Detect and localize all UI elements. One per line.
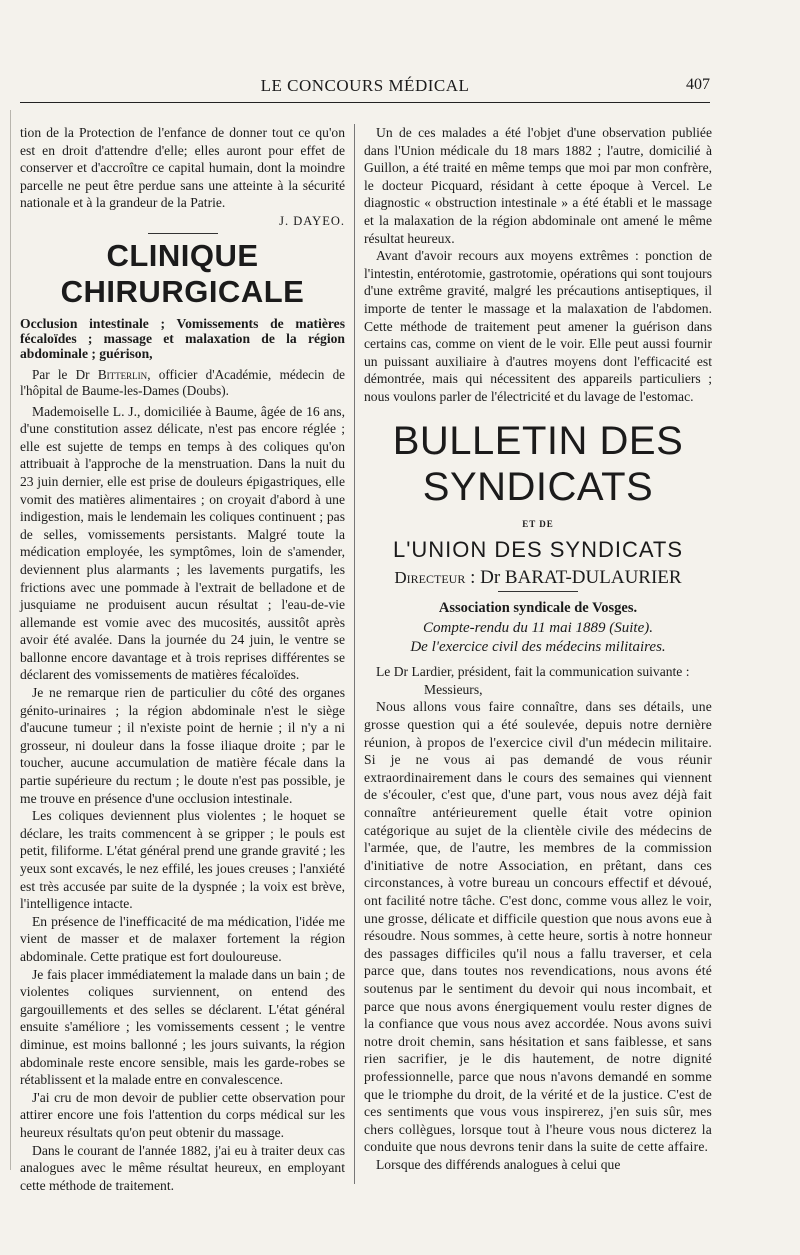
running-title: LE CONCOURS MÉDICAL	[260, 76, 470, 95]
signature: J. DAYEO.	[279, 213, 345, 228]
body-paragraph: Dans le courant de l'année 1882, j'ai eu à traiter deux cas analogues avec le même résultat heureux, en employant cette méthode de traitement.	[20, 1142, 345, 1193]
body-paragraph: En présence de l'inefficacité de ma médication, l'idée me vient de masser et de malaxer fortement la région abdominale. Cette pratique est fort douloureuse.	[20, 913, 345, 964]
header-rule	[20, 102, 710, 103]
page-number: 407	[686, 76, 710, 93]
association-title: Association syndicale de Vosges.	[438, 599, 638, 616]
page-header	[20, 76, 710, 102]
bulletin-connector: ET DE	[522, 518, 554, 529]
body-paragraph: Un de ces malades a été l'objet d'une observation publiée dans l'Union médicale du 18 mars 1882 ; l'autre, domicilié à Guillon, a été traité en même temps que moi par mon confrère, le docteur Picquard, résidant à cette époque à Vercel. Le diagnostic « obstruction intestinale » a été établi et le massage et la malaxation de la région abdominale ont amené le même résultat heureux.	[364, 125, 712, 246]
byline-prefix: Par le Dr	[32, 366, 90, 382]
left-column	[20, 124, 345, 1194]
intro-paragraph: tion de la Protection de l'enfance de donner tout ce qu'on est en droit d'attendre d'elle; elles auront pour effet de conserver et d'accroître ce capital humain, dont la moindre parcelle ne peut être perdue sans une atteinte à la sécurité nationale et à la grandeur de la Patrie.	[20, 125, 345, 211]
body-paragraph: Avant d'avoir recours aux moyens extrêmes : ponction de l'intestin, entérotomie, gastrotomie, opérations qui sont toujours d'une extrême gravité, malgré les précautions antiseptiques, il importe de tenter le massage et la malaxation de l'abdomen. Cette méthode de traitement peut amener la guérison dans certains cas, comme on vient de le voir. Elle peut aussi fournir un puissant auxiliaire à d'autres moyens dont l'efficacité est démontrée, mais qui nécessitent des appareils particuliers ; nous voulons parler de l'électricité et du lavage de l'estomac.	[364, 248, 712, 404]
report-line: Compte-rendu du 11 mai 1889 (Suite).	[423, 620, 653, 637]
binding-gutter	[0, 110, 11, 1170]
salutation: Messieurs,	[424, 681, 483, 697]
intro-paragraph: Le Dr Lardier, président, fait la communication suivante :	[376, 664, 690, 680]
column-divider	[354, 124, 355, 1184]
director-name: : Dr BARAT-DULAURIER	[470, 567, 682, 589]
byline	[20, 367, 345, 399]
director-label: Directeur	[394, 568, 466, 588]
bulletin-title: BULLETIN DES SYNDICATS	[392, 418, 684, 509]
byline-rest: , officier d'Académie, médecin de l'hôpital de Baume-les-Dames (Doubs).	[20, 366, 346, 398]
topic-line: De l'exercice civil des médecins militaires.	[410, 639, 666, 656]
director-line	[364, 569, 712, 587]
body-paragraph: Lorsque des différends analogues à celui que	[376, 1156, 621, 1172]
body-paragraph: Les coliques deviennent plus violentes ; le hoquet se déclare, les traits commencent à se gripper ; le pouls est petit, filiforme. L'état général prend une grande gravité ; les yeux sont excavés, le nez effilé, les joues creuses ; l'anxiété est très accusée par suite de la dyspnée ; la voix est brève, l'intelligence intacte.	[20, 808, 345, 912]
section-heading: CLINIQUE CHIRURGICALE	[60, 237, 305, 309]
right-column	[364, 124, 712, 1174]
author-name: Bitterlin	[97, 366, 148, 382]
body-paragraph: Je ne remarque rien de particulier du côté des organes génito-urinaires ; la région abdominale n'est le siège d'aucune tumeur ; il n'existe point de hernie ; il n'y a ni grosseur, ni douleur dans la fosse iliaque droite ; par le toucher, aucune accumulation de matière fécale dans la partie supérieure du rectum ; le doute n'est pas possible, je me trouve en présence d'une occlusion intestinale.	[20, 685, 345, 806]
separator-rule	[148, 233, 218, 234]
body-paragraph: Nous allons vous faire connaître, dans ses détails, une grosse question qui a été soulevée, depuis notre dernière réunion, à propos de l'exercice civil d'un médecin militaire. Si je ne vous ai pas demandé de vous réunir extraordinairement dans le cours des semaines qui viennent de s'écouler, c'est que, d'une part, vous nous avez déjà fait connaître antérieurement quelle était votre opinion catégorique au sujet de la clientèle civile des médecins de l'armée, que, de l'autre, les membres de la commission d'initiative de notre Association, en prêtant, dans ces circonstances, à votre bureau un concours effectif et dévoué, ont facilité notre tâche. C'est donc, comme vous allez le voir, une grosse, délicate et difficile question que nous avons eue à résoudre. Nous sommes, à cette heure, sortis à notre honneur des passages difficiles qu'il nous a fallu traverser, et cela parce que, dans toutes nos revendications, nous avons été soutenus par le sentiment du devoir qui nous incombait, et parce que nous avons énergiquement voulu rester dignes de la confiance que vous nous avez accordée. Nous avons suivi notre droit chemin, sans hésitation et sans faiblesse, et sans rien sacrifier, je le dis hautement, de notre dignité professionnelle, parce que nous n'avons demandé en somme que le triomphe du droit, de la vérité et de la justice. C'est de ces sentiments que vous vous inspirerez, j'en suis sûr, mes chers collègues, lorsque tout à l'heure vous nous dicterez la conduite que nous devrons tenir dans la suite de cette affaire.	[364, 699, 712, 1155]
separator-rule	[498, 591, 578, 592]
body-paragraph: Je fais placer immédiatement la malade dans un bain ; de violentes coliques surviennent, on entend des gargouillements et des selles se déclarent. L'état général ensuite s'améliore ; les vomissements cessent ; le ventre diminue, est moins ballonné ; les jours suivants, la région abdominale reste encore sensible, mais les garde-robes se rétablissent et la malade entre en convalescence.	[20, 966, 345, 1088]
body-paragraph: Mademoiselle L. J., domiciliée à Baume, âgée de 16 ans, d'une constitution assez délicate, n'est pas encore réglée ; elle est sujette de temps en temps à des coliques qu'on attribuait à l'approche de la menstruation. Dans la nuit du 23 juin dernier, elle est prise de douleurs épigastriques, elle vomit des matières alimentaires ; on croyait d'abord à une indigestion, mais le lendemain les coliques continuent ; pas de selles, vomissements persistants. Malgré toute la médication employée, les symptômes, loin de s'amender, deviennent plus alarmants ; les lavements purgatifs, les frictions avec une pommade à l'extrait de belladone et de jusquiame ne produisent aucun résultat ; l'eau-de-vie allemande est vomie avec des mucosités, aussitôt après avoir été avalée. Dans la journée du 24 juin, le ventre se ballonne encore davantage et à trois reprises différentes se déclarent des vomissements de matières fécaloïdes.	[20, 403, 345, 683]
article-title: Occlusion intestinale ; Vomissements de matières fécaloïdes ; massage et malaxation de la région abdominale ; guérison,	[20, 315, 345, 361]
bulletin-subtitle: L'UNION DES SYNDICATS	[392, 537, 684, 563]
body-paragraph: J'ai cru de mon devoir de publier cette observation pour attirer encore une fois l'attention du corps médical sur les heureux résultats qu'on peut obtenir du massage.	[20, 1089, 345, 1140]
